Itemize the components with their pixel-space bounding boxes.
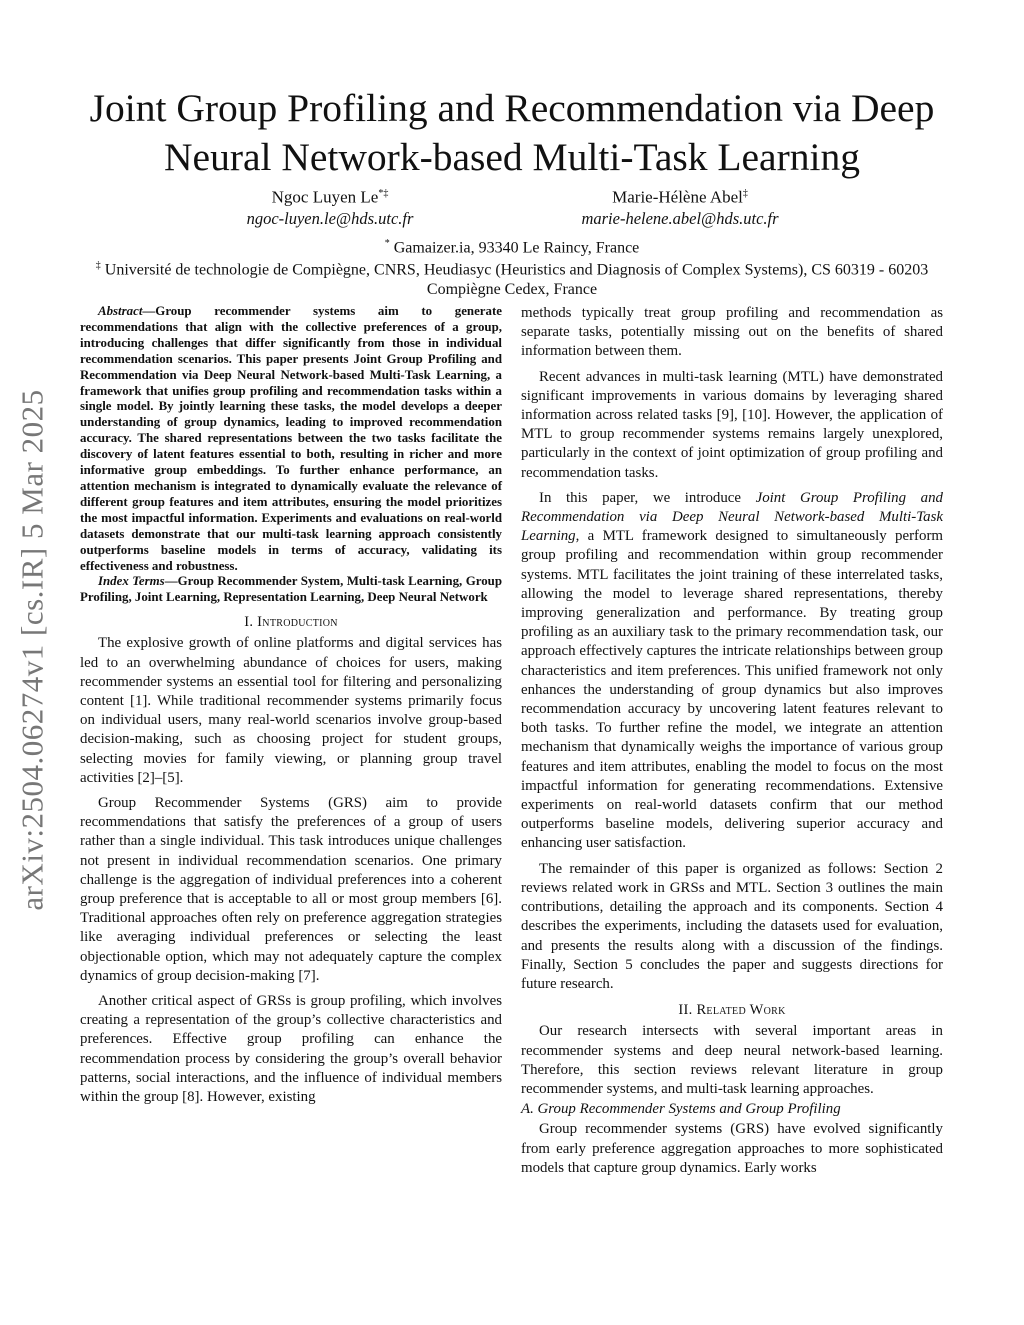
- author-block-2: [560, 183, 800, 229]
- affiliation-mark: *: [384, 238, 390, 249]
- left-column: [80, 304, 502, 1107]
- paragraph: Group Recommender Systems (GRS) aim to provide recommendations that satisfy the preferences of a group of users rather than a single individual. This task introduces unique challenges not present in individual recommendation scenarios. One primary challenge is the aggregation of individual preferences into a coherent group preference that is acceptable to all or most group members [6]. Traditional approaches often rely on preference aggregation strategies like averaging individual preferences or selecting the least objectionable option, which may not adequately capture the complex dynamics of group decision-making [7].: [80, 795, 502, 984]
- paragraph: Recent advances in multi-task learning (MTL) have demonstrated significant improvements in various domains by leveraging shared information across related tasks [9], [10]. However, the application of MTL to group recommender systems remains largely unexplored, particularly in the context of joint optimization of group profiling and recommendation tasks.: [521, 368, 943, 481]
- paragraph-text: , a MTL framework designed to simultaneously perform group profiling and recommendation within group recommender systems. MTL facilitates the joint training of these interrelated tasks, allowing the model to leverage shared representations, thereby improving generalization and performance. By treating group profiling as an auxiliary task to the primary recommendation task, our approach effectively captures the intricate relationships between group characteristics and item preferences. This unified framework not only enhances the understanding of group dynamics but also improves recommendation accuracy by uncovering latent features relevant to both tasks. To further refine the model, we integrate an attention mechanism that dynamically weighs the importance of various group features and item attributes, enabling the model to focus on the most impactful information for generating recommendations. Extensive experiments on real-world datasets confirm that our method outperforms baseline models, delivering superior accuracy and enhancing user satisfaction.: [521, 528, 943, 852]
- section-heading-related-work: II. Related Work: [678, 1002, 786, 1019]
- abstract-text: —Group recommender systems aim to generate recommendations that align with the collective preferences of a group, introducing challenges that differ significantly from those in individual recommendation scenarios. This paper presents Joint Group Profiling and Recommendation via Deep Neural Network-based Multi-Task Learning, a framework that unifies group profiling and recommendation tasks within a single model. By jointly learning these tasks, the model develops a deeper understanding of group dynamics, leading to improved recommendation accuracy. The shared representations between the two tasks facilitate the discovery of latent features essential to both, resulting in richer and more informative group embeddings. To further enhance performance, an attention mechanism is integrated to dynamically evaluate the relevance of different group features and item attributes, ensuring the model prioritizes the most impactful information. Experiments and evaluations on real-world datasets demonstrate that our multi-task learning approach consistently outperforms baseline models in terms of accuracy, validating its effectiveness and robustness.: [80, 304, 502, 573]
- affiliation-mark: ‡: [95, 260, 101, 271]
- affiliation-2: [80, 256, 944, 300]
- author-marks: ‡: [742, 188, 748, 199]
- author-email: marie-helene.abel@hds.utc.fr: [581, 208, 779, 228]
- paragraph: Another critical aspect of GRSs is group profiling, which involves creating a representation of the group’s collective characteristics and preferences. Effective group profiling can enhance the recommendation process by considering the group’s overall behavior patterns, social interactions, and the influence of individual members within the group [8]. However, existing: [80, 993, 502, 1106]
- paper-title-mention: Joint Group Profiling and Recommendation via Deep Neural Network-based Multi-Task Learning: [521, 489, 943, 545]
- paragraph: [521, 489, 943, 854]
- abstract-label: Abstract: [98, 304, 143, 318]
- paragraph-text: In this paper, we introduce: [539, 489, 756, 506]
- subsection-heading: A. Group Recommender Systems and Group Profiling: [521, 1101, 841, 1118]
- index-terms-label: Index Terms: [98, 574, 165, 589]
- paper-title: Joint Group Profiling and Recommendation via Deep Neural Network-based Multi-Task Learning: [89, 86, 935, 179]
- affiliation-1: [80, 234, 944, 258]
- index-terms: [80, 574, 502, 606]
- author-block-1: [200, 183, 460, 229]
- author-name: Ngoc Luyen Le: [271, 187, 379, 207]
- author-email: ngoc-luyen.le@hds.utc.fr: [246, 208, 414, 228]
- right-column: [521, 304, 943, 1178]
- paragraph: The explosive growth of online platforms and digital services has led to an overwhelming abundance of choices for users, making recommender systems an essential tool for filtering and personalizing content [1]. While traditional recommender systems primarily focus on individual users, many real-world scenarios involve group-based decision-making, such as choosing project for student groups, selecting movies for family viewing, or planning group travel activities [2]–[5].: [80, 635, 502, 786]
- author-name: Marie-Hélène Abel: [612, 187, 743, 207]
- paragraph: methods typically treat group profiling and recommendation as separate tasks, potentially missing out on the benefits of shared information between them.: [521, 305, 943, 360]
- arxiv-identifier: arXiv:2504.06274v1 [cs.IR] 5 Mar 2025: [15, 389, 50, 911]
- author-marks: *‡: [378, 188, 389, 199]
- arxiv-stamp: [6, 370, 60, 930]
- index-terms-text: —Group Recommender System, Multi-task Learning, Group Profiling, Joint Learning, Representation Learning, Deep Neural Network: [80, 574, 502, 605]
- abstract: [80, 304, 502, 574]
- paragraph: Our research intersects with several important areas in recommender systems and deep neural network-based learning. Therefore, this section reviews relevant literature in group recommender systems, and multi-task learning approaches.: [521, 1023, 943, 1097]
- paragraph: Group recommender systems (GRS) have evolved significantly from early preference aggregation approaches to more sophisticated models that capture group dynamics. Early works: [521, 1121, 943, 1176]
- affiliation-text: Université de technologie de Compiègne, CNRS, Heudiasyc (Heuristics and Diagnosis of Complex Systems), CS 60319 - 60203 Compiègne Cedex, France: [104, 261, 929, 299]
- section-heading-introduction: I. Introduction: [244, 614, 338, 631]
- affiliation-text: Gamaizer.ia, 93340 Le Raincy, France: [393, 239, 640, 257]
- paragraph: The remainder of this paper is organized as follows: Section 2 reviews related work in GRSs and MTL. Section 3 outlines the main contributions, detailing the approach and its components. Section 4 describes the experiments, including the datasets used for evaluation, and presents the results along with a discussion of the findings. Finally, Section 5 concludes the paper and suggests directions for future research.: [521, 860, 943, 992]
